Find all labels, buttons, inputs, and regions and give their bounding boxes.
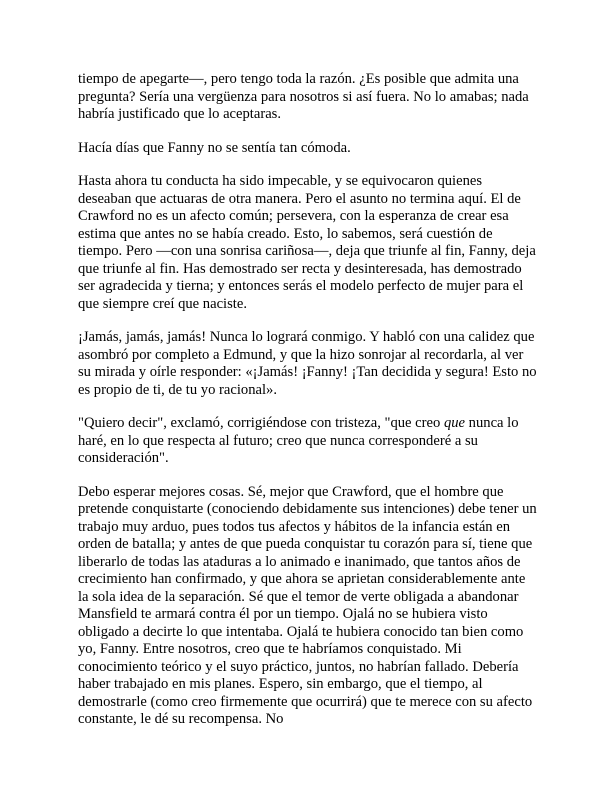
paragraph-5-after: nunca lo haré, en lo que respecta al futuro; creo que nunca corresponderé a su consideración". [78, 415, 519, 466]
paragraph-5 [78, 415, 538, 468]
document-page [78, 71, 538, 745]
paragraph-2: Hacía días que Fanny no se sentía tan cómoda. [78, 139, 351, 156]
paragraph-6: Debo esperar mejores cosas. Sé, mejor que Crawford, que el hombre que pretende conquistarte (conociendo debidamente sus intenciones) debe tener un trabajo muy arduo, pues todos tus afectos y hábitos de la infancia están en orden de batalla; y antes de que pueda conquistar tu corazón para sí, tiene que liberarlo de todas las ataduras a lo animado e inanimado, que tantos años de crecimiento han confirmado, y que ahora se aprietan considerablemente ante la sola idea de la separación. Sé que el temor de verte obligada a abandonar Mansfield te armará contra él por un tiempo. Ojalá no se hubiera visto obligado a decirte lo que intentaba. Ojalá te hubiera conocido tan bien como yo, Fanny. Entre nosotros, creo que te habríamos conquistado. Mi conocimiento teórico y el suyo práctico, juntos, no habrían fallado. Debería haber trabajado en mis planes. Espero, sin embargo, que el tiempo, al demostrarle (como creo firmemente que ocurrirá) que te merece con su afecto constante, le dé su recompensa. No [78, 483, 537, 727]
paragraph-5-emphasis: que [443, 415, 466, 431]
paragraph-1: tiempo de apegarte—, pero tengo toda la razón. ¿Es posible que admita una pregunta? Sería una vergüenza para nosotros si así fuera. No lo amabas; nada habría justificado que lo aceptaras. [78, 71, 529, 122]
paragraph-3: Hasta ahora tu conducta ha sido impecable, y se equivocaron quienes deseaban que actuaras de otra manera. Pero el asunto no termina aquí. El de Crawford no es un afecto común; persevera, con la esperanza de crear esa estima que antes no se había creado. Esto, lo sabemos, será cuestión de tiempo. Pero —con una sonrisa cariñosa—, deja que triunfe al fin, Fanny, deja que triunfe al fin. Has demostrado ser recta y desinteresada, has demostrado ser agradecida y tierna; y entonces serás el modelo perfecto de mujer para el que siempre creí que naciste. [78, 173, 536, 312]
paragraph-5-before: "Quiero decir", exclamó, corrigiéndose con tristeza, "que creo [78, 415, 444, 431]
paragraph-4: ¡Jamás, jamás, jamás! Nunca lo logrará conmigo. Y habló con una calidez que asombró por completo a Edmund, y que la hizo sonrojar al recordarla, al ver su mirada y oírle responder: «¡Jamás! ¡Fanny! ¡Tan decidida y segura! Esto no es propio de ti, de tu yo racional». [78, 329, 537, 398]
